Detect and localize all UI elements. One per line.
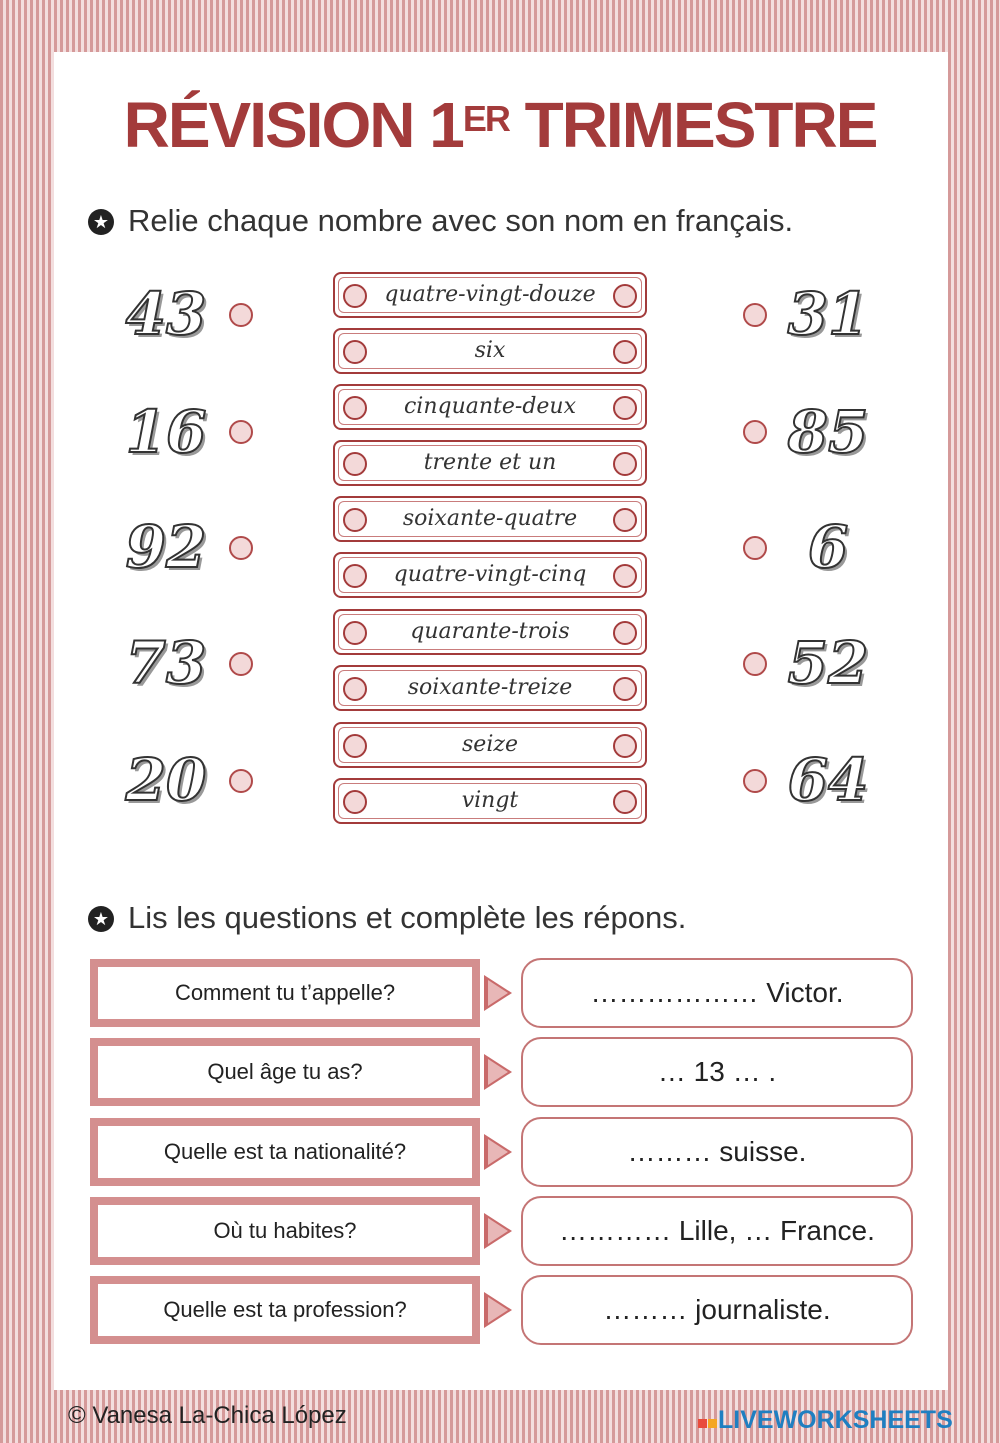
- question-box: [90, 1276, 480, 1344]
- word-label: quatre-vingt-douze: [384, 282, 596, 307]
- question-box: [90, 1197, 480, 1265]
- instruction-match: ★ Relie chaque nombre avec son nom en français.: [88, 203, 793, 239]
- word-label: vingt: [461, 788, 519, 813]
- word-box: [333, 496, 647, 542]
- word-label: soixante-treize: [407, 675, 573, 700]
- right-match-dot[interactable]: [743, 769, 767, 793]
- right-number: 85: [787, 398, 869, 466]
- word-label: seize: [462, 732, 518, 757]
- word-box: [333, 384, 647, 430]
- question-text: Où tu habites?: [98, 1205, 472, 1257]
- word-box: [333, 665, 647, 711]
- word-left-dot[interactable]: [343, 564, 367, 588]
- question-box: [90, 959, 480, 1027]
- left-match-dot[interactable]: [229, 420, 253, 444]
- word-label: cinquante-deux: [403, 394, 577, 419]
- word-right-dot[interactable]: [613, 790, 637, 814]
- word-box: [333, 328, 647, 374]
- word-left-dot[interactable]: [343, 508, 367, 532]
- right-match-dot[interactable]: [743, 536, 767, 560]
- word-right-dot[interactable]: [613, 452, 637, 476]
- worksheet-sheet: [54, 52, 948, 1390]
- word-right-dot[interactable]: [613, 734, 637, 758]
- answer-field[interactable]: ………… Lille, … France.: [521, 1196, 913, 1266]
- right-number: 6: [807, 513, 849, 581]
- page-title: RÉVISION 1ER TRIMESTRE: [123, 89, 877, 161]
- left-match-dot[interactable]: [229, 652, 253, 676]
- question-text: Comment tu t’appelle?: [98, 967, 472, 1019]
- star-icon: ★: [88, 209, 114, 235]
- question-box: [90, 1118, 480, 1186]
- logo-block-icon: [698, 1419, 707, 1428]
- word-left-dot[interactable]: [343, 790, 367, 814]
- answer-field[interactable]: ……………… Victor.: [521, 958, 913, 1028]
- left-match-dot[interactable]: [229, 536, 253, 560]
- question-text: Quelle est ta profession?: [98, 1284, 472, 1336]
- word-right-dot[interactable]: [613, 396, 637, 420]
- word-box: [333, 609, 647, 655]
- right-number: 64: [787, 746, 869, 814]
- word-box: [333, 440, 647, 486]
- question-text: Quel âge tu as?: [98, 1046, 472, 1098]
- word-left-dot[interactable]: [343, 284, 367, 308]
- word-left-dot[interactable]: [343, 396, 367, 420]
- word-label: quarante-trois: [410, 619, 570, 644]
- word-label: quatre-vingt-cinq: [393, 562, 587, 587]
- word-right-dot[interactable]: [613, 508, 637, 532]
- instruction-questions: ★ Lis les questions et complète les répons.: [88, 900, 686, 936]
- word-left-dot[interactable]: [343, 452, 367, 476]
- word-right-dot[interactable]: [613, 621, 637, 645]
- right-match-dot[interactable]: [743, 303, 767, 327]
- liveworksheets-logo[interactable]: LIVEWORKSHEETS: [698, 1406, 953, 1435]
- right-match-dot[interactable]: [743, 420, 767, 444]
- right-number: 31: [787, 280, 869, 348]
- word-left-dot[interactable]: [343, 340, 367, 364]
- word-right-dot[interactable]: [613, 340, 637, 364]
- left-match-dot[interactable]: [229, 769, 253, 793]
- word-left-dot[interactable]: [343, 621, 367, 645]
- word-left-dot[interactable]: [343, 734, 367, 758]
- logo-block-icon: [708, 1419, 717, 1428]
- left-number: 16: [125, 398, 207, 466]
- answer-field[interactable]: … 13 … .: [521, 1037, 913, 1107]
- word-label: six: [474, 338, 506, 363]
- word-right-dot[interactable]: [613, 677, 637, 701]
- word-box: [333, 722, 647, 768]
- left-number: 73: [125, 629, 207, 697]
- copyright: © Vanesa La-Chica López: [68, 1402, 347, 1429]
- word-box: [333, 778, 647, 824]
- left-number: 92: [125, 513, 207, 581]
- question-box: [90, 1038, 480, 1106]
- left-match-dot[interactable]: [229, 303, 253, 327]
- word-box: [333, 552, 647, 598]
- star-icon: ★: [88, 906, 114, 932]
- left-number: 43: [125, 280, 207, 348]
- word-label: soixante-quatre: [402, 506, 578, 531]
- word-right-dot[interactable]: [613, 564, 637, 588]
- question-text: Quelle est ta nationalité?: [98, 1126, 472, 1178]
- word-left-dot[interactable]: [343, 677, 367, 701]
- answer-field[interactable]: ……… suisse.: [521, 1117, 913, 1187]
- right-match-dot[interactable]: [743, 652, 767, 676]
- answer-field[interactable]: ……… journaliste.: [521, 1275, 913, 1345]
- left-number: 20: [125, 746, 207, 814]
- word-right-dot[interactable]: [613, 284, 637, 308]
- word-label: trente et un: [423, 450, 557, 475]
- word-box: [333, 272, 647, 318]
- right-number: 52: [787, 629, 869, 697]
